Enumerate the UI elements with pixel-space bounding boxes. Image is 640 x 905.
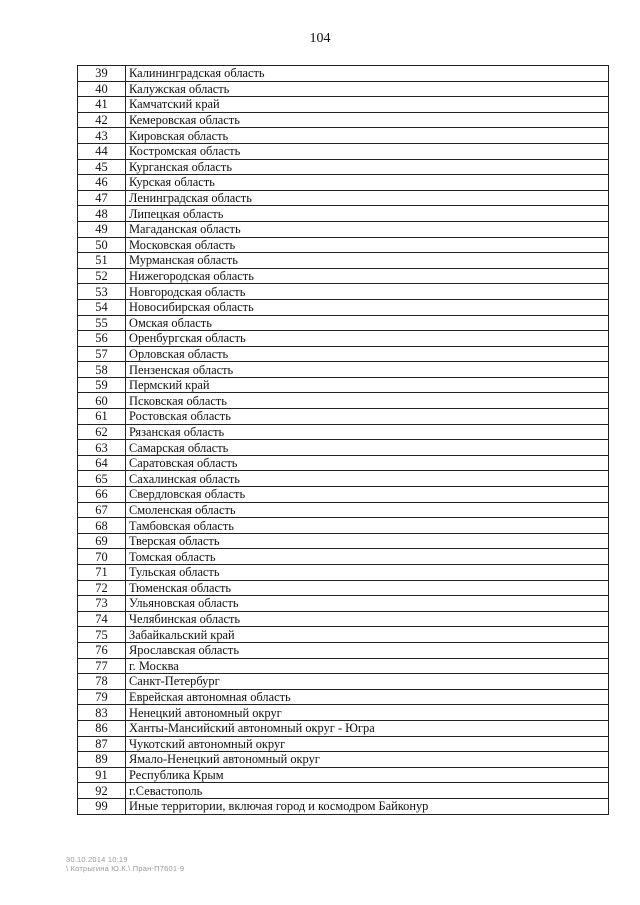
regions-table	[77, 65, 609, 815]
region-name-cell: Пермский край	[126, 377, 609, 393]
region-name-cell: Ростовская область	[126, 409, 609, 425]
region-name-cell: Сахалинская область	[126, 471, 609, 487]
table-row	[78, 331, 609, 347]
footer-path: \ Котрыгина Ю.К.\ Пран-П7601-9	[66, 864, 185, 873]
region-name-cell: Оренбургская область	[126, 331, 609, 347]
region-code-cell: 79	[78, 689, 126, 705]
table-row	[78, 767, 609, 783]
region-name-cell: Мурманская область	[126, 253, 609, 269]
region-name-cell: Санкт-Петербург	[126, 674, 609, 690]
region-code-cell: 77	[78, 658, 126, 674]
region-name-cell: Саратовская область	[126, 455, 609, 471]
region-code-cell: 72	[78, 580, 126, 596]
region-name-cell: г. Москва	[126, 658, 609, 674]
region-name-cell: Псковская область	[126, 393, 609, 409]
region-code-cell: 61	[78, 409, 126, 425]
region-name-cell: Ненецкий автономный округ	[126, 705, 609, 721]
region-name-cell: Томская область	[126, 549, 609, 565]
table-row	[78, 783, 609, 799]
region-code-cell: 54	[78, 299, 126, 315]
table-row	[78, 346, 609, 362]
table-row	[78, 362, 609, 378]
region-code-cell: 51	[78, 253, 126, 269]
table-row	[78, 440, 609, 456]
region-code-cell: 67	[78, 502, 126, 518]
region-name-cell: Нижегородская область	[126, 268, 609, 284]
table-row	[78, 611, 609, 627]
region-name-cell: Ярославская область	[126, 642, 609, 658]
region-name-cell: Курская область	[126, 175, 609, 191]
region-name-cell: Забайкальский край	[126, 627, 609, 643]
region-name-cell: Калужская область	[126, 81, 609, 97]
region-name-cell: Рязанская область	[126, 424, 609, 440]
region-code-cell: 87	[78, 736, 126, 752]
table-row	[78, 175, 609, 191]
table-row	[78, 159, 609, 175]
region-name-cell: Калининградская область	[126, 66, 609, 82]
region-code-cell: 42	[78, 112, 126, 128]
region-code-cell: 71	[78, 565, 126, 581]
region-code-cell: 69	[78, 533, 126, 549]
table-row	[78, 206, 609, 222]
table-row	[78, 689, 609, 705]
region-code-cell: 57	[78, 346, 126, 362]
region-name-cell: Кемеровская область	[126, 112, 609, 128]
table-row	[78, 674, 609, 690]
table-row	[78, 268, 609, 284]
region-code-cell: 64	[78, 455, 126, 471]
region-code-cell: 74	[78, 611, 126, 627]
region-code-cell: 55	[78, 315, 126, 331]
table-row	[78, 143, 609, 159]
table-row	[78, 720, 609, 736]
table-row	[78, 502, 609, 518]
table-row	[78, 549, 609, 565]
region-name-cell: Ленинградская область	[126, 190, 609, 206]
region-code-cell: 78	[78, 674, 126, 690]
region-code-cell: 66	[78, 487, 126, 503]
region-name-cell: Свердловская область	[126, 487, 609, 503]
table-row	[78, 315, 609, 331]
region-code-cell: 48	[78, 206, 126, 222]
region-code-cell: 86	[78, 720, 126, 736]
region-code-cell: 59	[78, 377, 126, 393]
region-name-cell: Ханты-Мансийский автономный округ - Югра	[126, 720, 609, 736]
table-row	[78, 299, 609, 315]
table-row	[78, 237, 609, 253]
region-code-cell: 83	[78, 705, 126, 721]
region-code-cell: 46	[78, 175, 126, 191]
region-name-cell: Тамбовская область	[126, 518, 609, 534]
region-code-cell: 39	[78, 66, 126, 82]
table-row	[78, 627, 609, 643]
region-name-cell: Липецкая область	[126, 206, 609, 222]
table-row	[78, 658, 609, 674]
regions-table-body	[78, 66, 609, 815]
table-row	[78, 97, 609, 113]
region-code-cell: 62	[78, 424, 126, 440]
region-name-cell: Камчатский край	[126, 97, 609, 113]
region-name-cell: Новосибирская область	[126, 299, 609, 315]
region-name-cell: Чукотский автономный округ	[126, 736, 609, 752]
region-name-cell: Омская область	[126, 315, 609, 331]
table-row	[78, 221, 609, 237]
region-code-cell: 47	[78, 190, 126, 206]
region-code-cell: 44	[78, 143, 126, 159]
table-row	[78, 471, 609, 487]
table-row	[78, 798, 609, 814]
region-name-cell: Ульяновская область	[126, 596, 609, 612]
table-row	[78, 642, 609, 658]
table-row	[78, 128, 609, 144]
region-name-cell: Костромская область	[126, 143, 609, 159]
region-name-cell: Орловская область	[126, 346, 609, 362]
table-row	[78, 409, 609, 425]
document-footer	[66, 855, 184, 873]
table-row	[78, 565, 609, 581]
region-name-cell: Тверская область	[126, 533, 609, 549]
region-name-cell: Ямало-Ненецкий автономный округ	[126, 752, 609, 768]
region-code-cell: 58	[78, 362, 126, 378]
region-name-cell: Новгородская область	[126, 284, 609, 300]
region-name-cell: Еврейская автономная область	[126, 689, 609, 705]
region-code-cell: 68	[78, 518, 126, 534]
region-name-cell: Тульская область	[126, 565, 609, 581]
region-code-cell: 52	[78, 268, 126, 284]
table-row	[78, 253, 609, 269]
region-code-cell: 49	[78, 221, 126, 237]
region-code-cell: 63	[78, 440, 126, 456]
region-code-cell: 45	[78, 159, 126, 175]
table-row	[78, 81, 609, 97]
table-row	[78, 580, 609, 596]
table-row	[78, 752, 609, 768]
region-code-cell: 76	[78, 642, 126, 658]
table-row	[78, 533, 609, 549]
region-name-cell: Республика Крым	[126, 767, 609, 783]
table-row	[78, 190, 609, 206]
region-code-cell: 41	[78, 97, 126, 113]
region-code-cell: 53	[78, 284, 126, 300]
table-row	[78, 705, 609, 721]
region-name-cell: Кировская область	[126, 128, 609, 144]
footer-timestamp: 30.10.2014 10:19	[66, 855, 128, 864]
region-code-cell: 60	[78, 393, 126, 409]
region-name-cell: Смоленская область	[126, 502, 609, 518]
region-code-cell: 99	[78, 798, 126, 814]
region-code-cell: 40	[78, 81, 126, 97]
table-row	[78, 377, 609, 393]
region-code-cell: 92	[78, 783, 126, 799]
region-name-cell: Московская область	[126, 237, 609, 253]
region-name-cell: Тюменская область	[126, 580, 609, 596]
region-code-cell: 50	[78, 237, 126, 253]
region-code-cell: 43	[78, 128, 126, 144]
table-row	[78, 487, 609, 503]
table-row	[78, 455, 609, 471]
region-name-cell: Магаданская область	[126, 221, 609, 237]
table-row	[78, 596, 609, 612]
region-name-cell: Курганская область	[126, 159, 609, 175]
table-row	[78, 518, 609, 534]
region-name-cell: Челябинская область	[126, 611, 609, 627]
region-code-cell: 89	[78, 752, 126, 768]
region-code-cell: 73	[78, 596, 126, 612]
table-row	[78, 736, 609, 752]
region-name-cell: Самарская область	[126, 440, 609, 456]
region-name-cell: Иные территории, включая город и космодром Байконур	[126, 798, 609, 814]
table-row	[78, 393, 609, 409]
region-code-cell: 70	[78, 549, 126, 565]
table-row	[78, 424, 609, 440]
region-code-cell: 75	[78, 627, 126, 643]
region-code-cell: 65	[78, 471, 126, 487]
table-row	[78, 66, 609, 82]
region-code-cell: 56	[78, 331, 126, 347]
table-row	[78, 112, 609, 128]
region-name-cell: г.Севастополь	[126, 783, 609, 799]
page-number: 104	[309, 31, 331, 46]
region-code-cell: 91	[78, 767, 126, 783]
table-row	[78, 284, 609, 300]
region-name-cell: Пензенская область	[126, 362, 609, 378]
